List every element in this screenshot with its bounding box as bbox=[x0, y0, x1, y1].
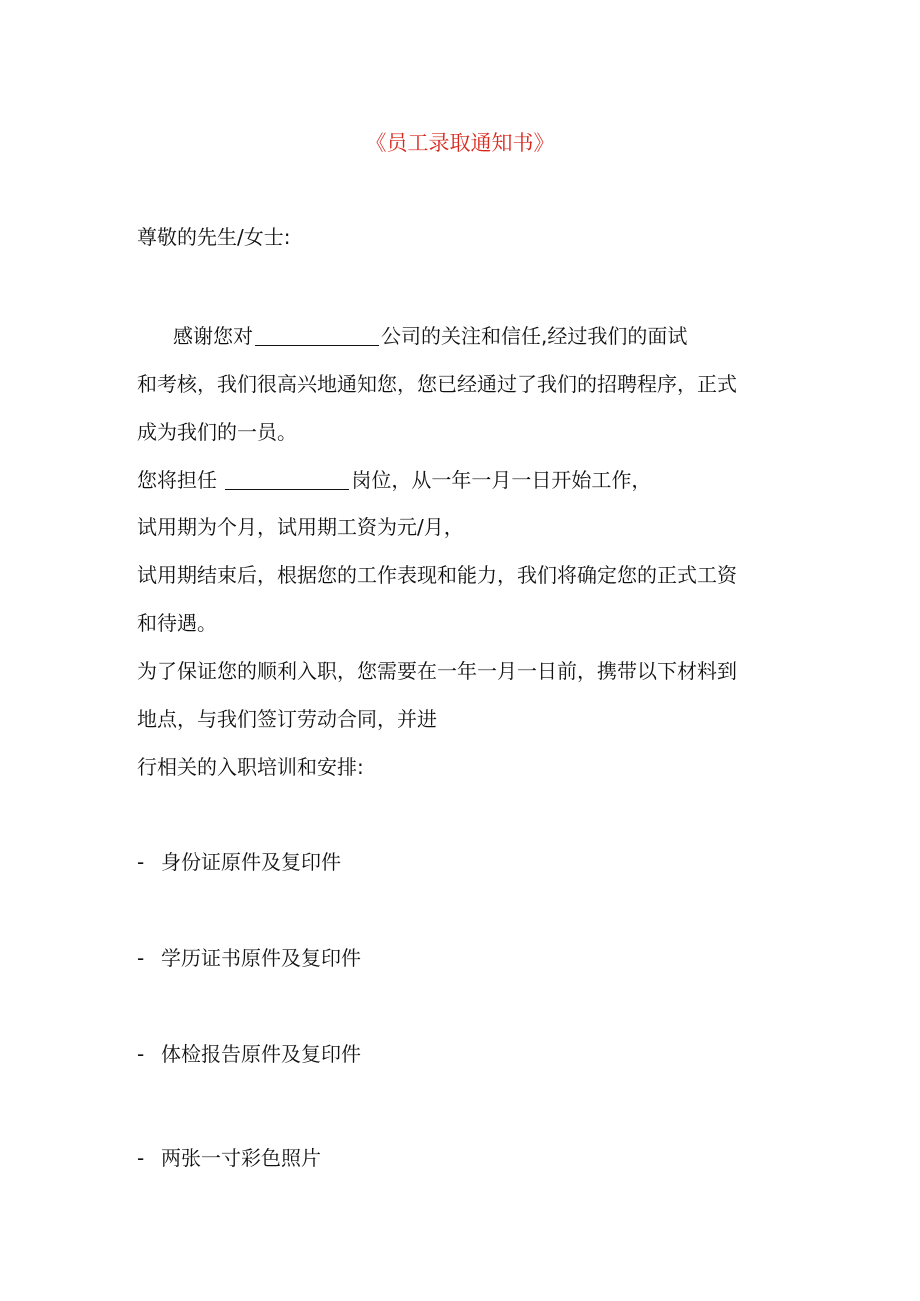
position-blank bbox=[225, 467, 349, 490]
position-line bbox=[137, 465, 651, 495]
list-item-text: 两张一寸彩色照片 bbox=[161, 1146, 321, 1170]
after-probation-line-1: 试用期结束后，根据您的工作表现和能力，我们将确定您的正式工资 bbox=[137, 563, 737, 587]
probation-line: 试用期为个月，试用期工资为元/月， bbox=[137, 515, 464, 539]
list-item bbox=[137, 943, 361, 973]
list-item-text: 身份证原件及复印件 bbox=[161, 850, 341, 874]
list-dash: - bbox=[137, 850, 145, 874]
intro-line-3: 成为我们的一员。 bbox=[137, 420, 297, 444]
position-text-before-blank: 您将担任 bbox=[137, 468, 217, 492]
list-item bbox=[137, 847, 341, 877]
intro-text-after-blank: 公司的关注和信任,经过我们的面试 bbox=[381, 324, 688, 348]
position-text-after-blank: 岗位，从一年一月一日开始工作， bbox=[351, 468, 652, 492]
intro-line-1 bbox=[173, 321, 687, 351]
list-dash: - bbox=[137, 946, 145, 970]
list-dash: - bbox=[137, 1146, 145, 1170]
onboarding-line-3: 行相关的入职培训和安排: bbox=[137, 755, 364, 779]
salutation: 尊敬的先生/女士: bbox=[137, 225, 291, 249]
intro-line-2: 和考核，我们很高兴地通知您，您已经通过了我们的招聘程序，正式 bbox=[137, 372, 737, 396]
list-dash: - bbox=[137, 1042, 145, 1066]
onboarding-line-2: 地点，与我们签订劳动合同，并进 bbox=[137, 707, 437, 731]
intro-text-before-blank: 感谢您对 bbox=[173, 324, 253, 348]
list-item-text: 学历证书原件及复印件 bbox=[161, 946, 361, 970]
list-item bbox=[137, 1039, 361, 1069]
onboarding-line-1: 为了保证您的顺利入职，您需要在一年一月一日前，携带以下材料到 bbox=[137, 659, 737, 683]
list-item bbox=[137, 1143, 321, 1173]
company-name-blank bbox=[255, 323, 379, 346]
after-probation-line-2: 和待遇。 bbox=[137, 611, 217, 635]
list-item-text: 体检报告原件及复印件 bbox=[161, 1042, 361, 1066]
document-title: 《员工录取通知书》 bbox=[365, 131, 555, 155]
